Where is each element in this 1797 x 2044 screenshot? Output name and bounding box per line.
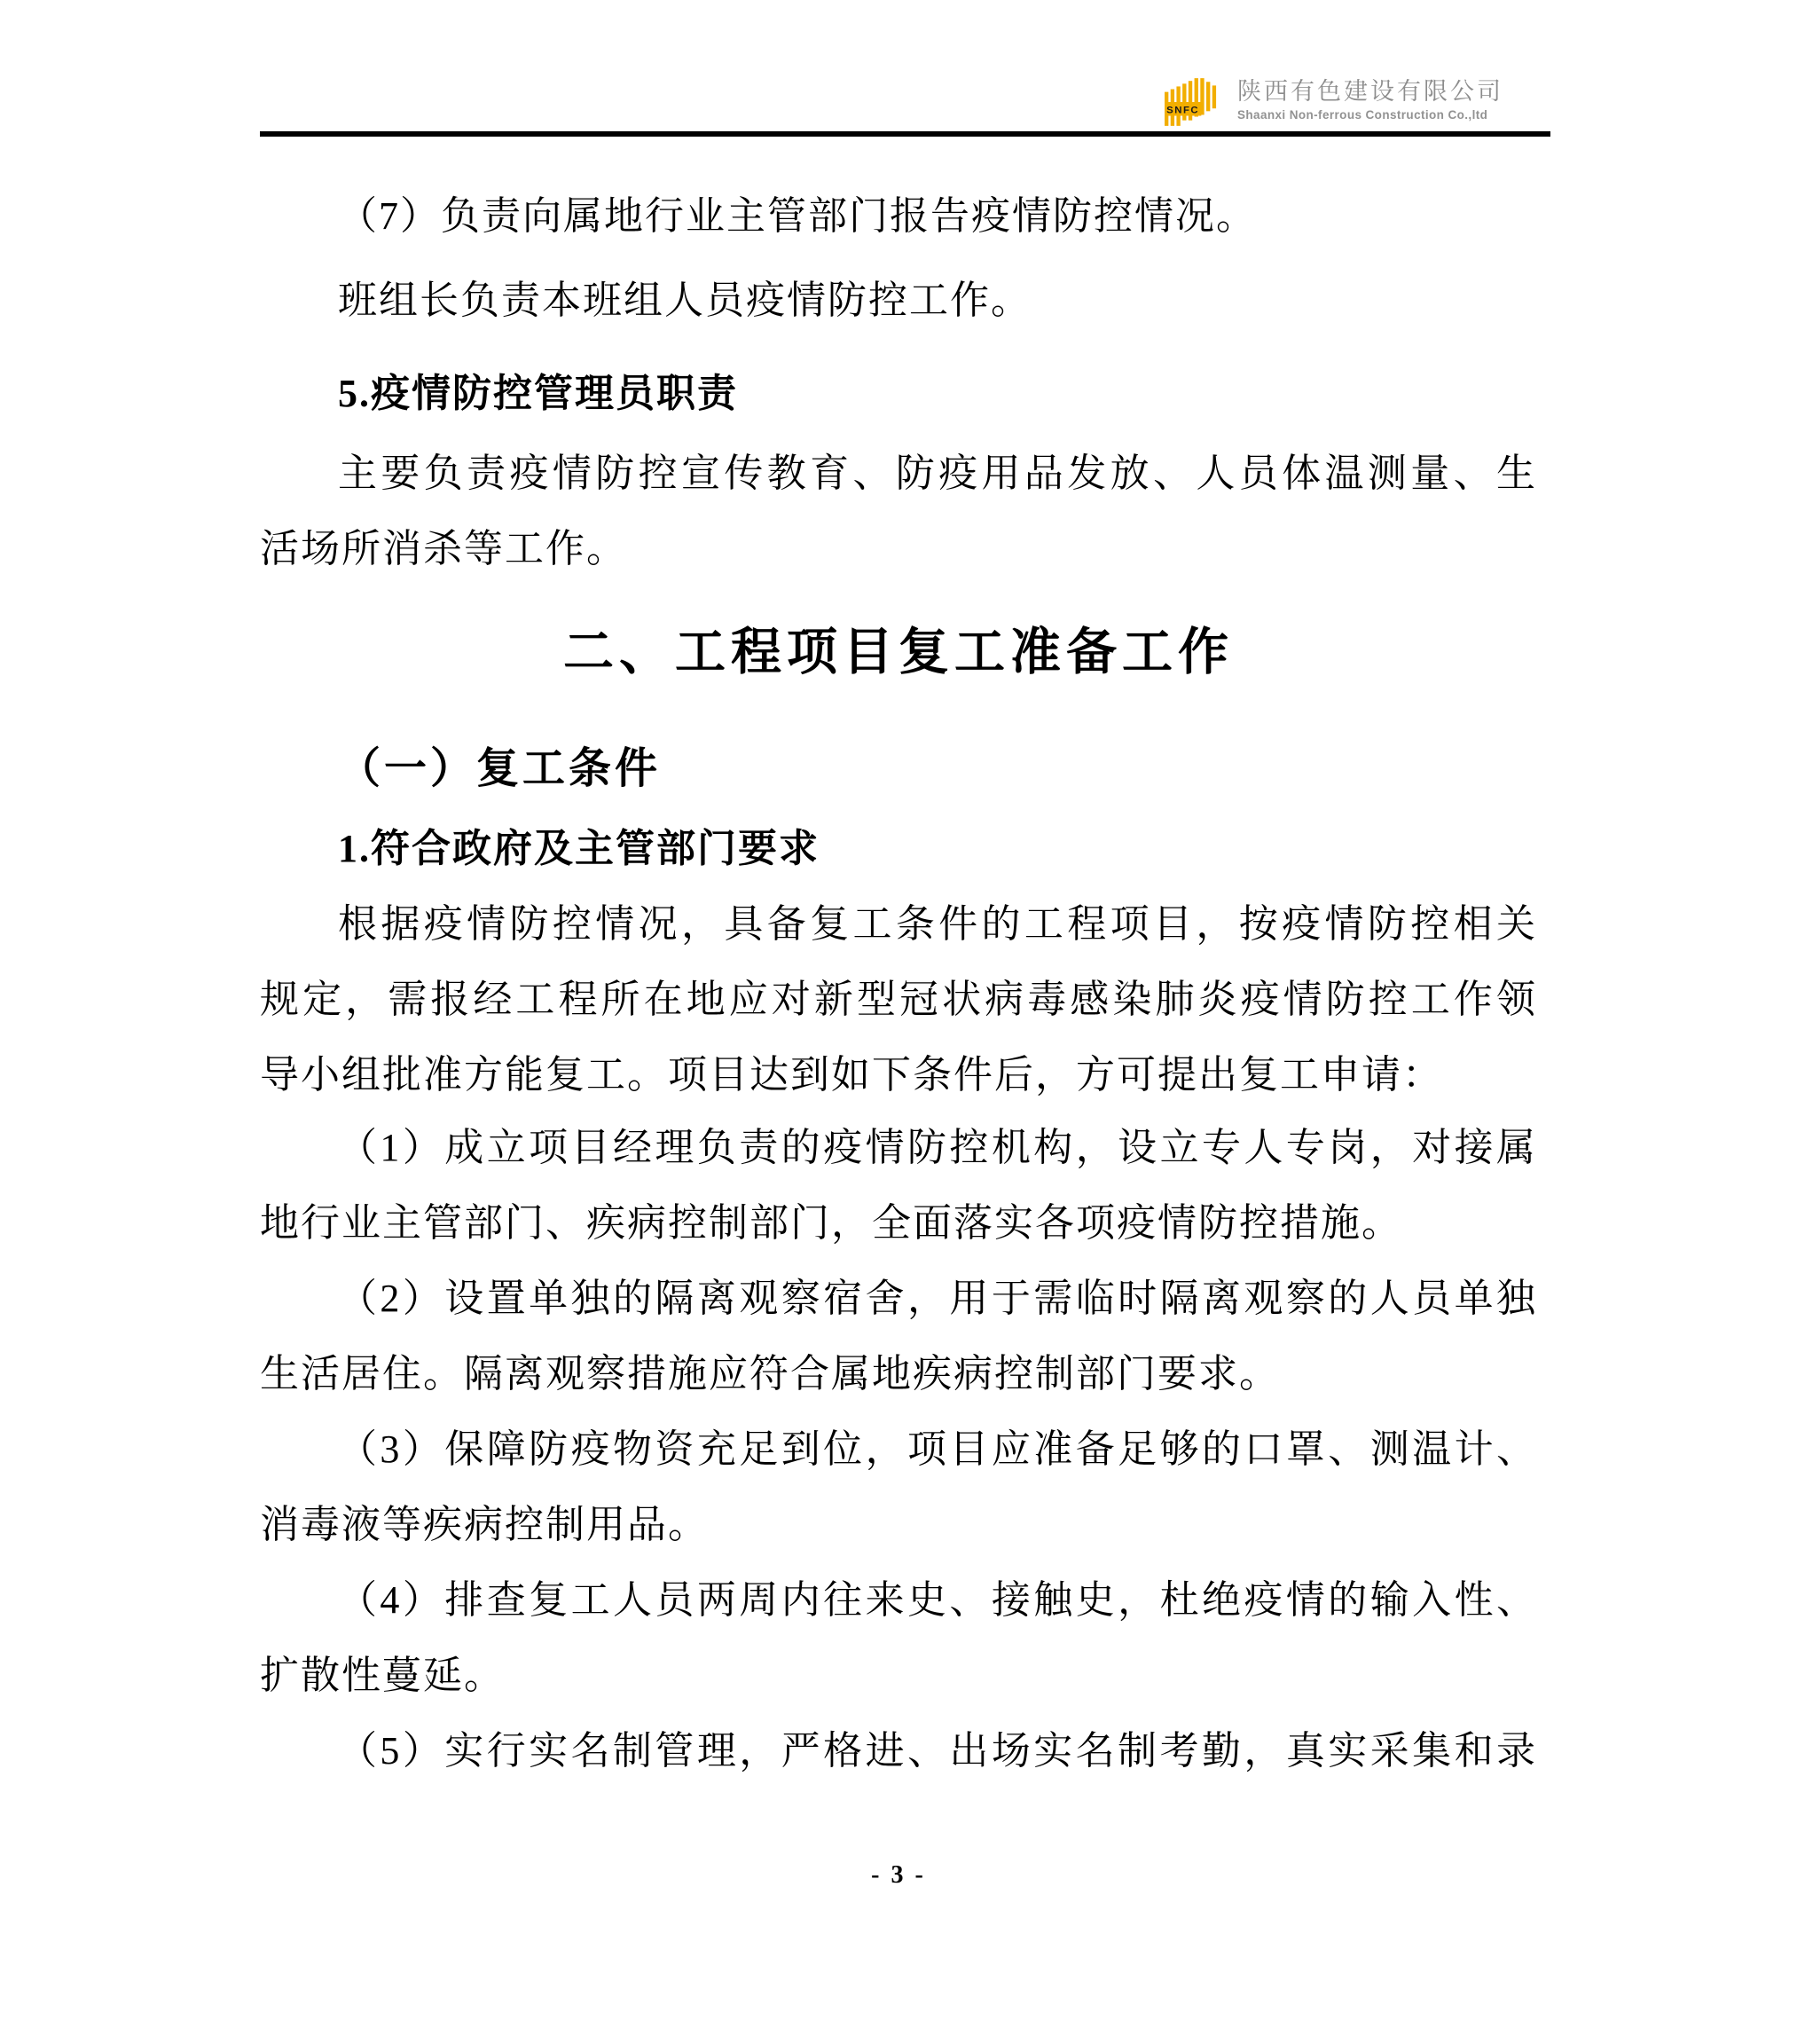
doc-line: 地行业主管部门、疾病控制部门，全面落实各项疫情防控措施。 xyxy=(260,1201,1402,1245)
paragraph-item-1 xyxy=(260,1110,1537,1261)
doc-line: 二、工程项目复工准备工作 xyxy=(563,625,1234,680)
paragraph-7 xyxy=(260,178,1537,254)
doc-line: 规定，需报经工程所在地应对新型冠状病毒感染肺炎疫情防控工作领 xyxy=(260,978,1537,1021)
doc-line: 扩散性蔓延。 xyxy=(260,1654,505,1697)
section-heading-1 xyxy=(260,731,1537,806)
company-name-en: Shaanxi Non-ferrous Construction Co.,ltd xyxy=(1237,108,1488,122)
doc-line: （4）排查复工人员两周内往来史、接触史，杜绝疫情的输入性、 xyxy=(338,1578,1537,1622)
doc-line: （5）实行实名制管理，严格进、出场实名制考勤，真实采集和录 xyxy=(338,1729,1537,1773)
company-logo xyxy=(1165,78,1503,126)
doc-line: 主要负责疫情防控宣传教育、防疫用品发放、人员体温测量、生 xyxy=(338,452,1537,495)
doc-line: （1）成立项目经理负责的疫情防控机构，设立专人专岗，对接属 xyxy=(338,1126,1537,1169)
heading-5-duties xyxy=(260,356,1537,431)
paragraph-item-3 xyxy=(260,1411,1537,1562)
logo-text-block xyxy=(1237,78,1503,122)
header-rule xyxy=(260,131,1550,137)
doc-line: （2）设置单独的隔离观察宿舍，用于需临时隔离观察的人员单独 xyxy=(338,1277,1537,1320)
snfc-bars-icon xyxy=(1165,78,1220,126)
doc-line: 根据疫情防控情况，具备复工条件的工程项目，按疫情防控相关 xyxy=(338,902,1537,946)
doc-line: 导小组批准方能复工。项目达到如下条件后，方可提出复工申请： xyxy=(260,1053,1443,1097)
doc-line: （3）保障防疫物资充足到位，项目应准备足够的口罩、测温计、 xyxy=(338,1427,1537,1471)
paragraph-item-5 xyxy=(260,1713,1537,1788)
page-number: - 3 - xyxy=(871,1861,926,1889)
doc-line: 生活居住。隔离观察措施应符合属地疾病控制部门要求。 xyxy=(260,1352,1280,1395)
doc-line: （一）复工条件 xyxy=(338,745,662,792)
company-name-zh: 陕西有色建设有限公司 xyxy=(1237,78,1503,105)
chapter-heading xyxy=(260,615,1537,690)
heading-1-requirements xyxy=(260,811,1537,886)
logo-abbr-text: SNFC xyxy=(1166,105,1200,116)
paragraph-item-2 xyxy=(260,1261,1537,1411)
paragraph-approval xyxy=(260,886,1537,1112)
doc-line: （7）负责向属地行业主管部门报告疫情防控情况。 xyxy=(338,194,1257,238)
paragraph-manager-duties xyxy=(260,436,1537,586)
paragraph-item-4 xyxy=(260,1562,1537,1713)
doc-line: 1.符合政府及主管部门要求 xyxy=(338,827,820,870)
doc-line: 班组长负责本班组人员疫情防控工作。 xyxy=(338,279,1032,322)
paragraph-banzuzhang xyxy=(260,263,1537,338)
doc-line: 5.疫情防控管理员职责 xyxy=(338,372,738,415)
doc-line: 消毒液等疾病控制用品。 xyxy=(260,1503,709,1546)
doc-line: 活场所消杀等工作。 xyxy=(260,527,627,570)
